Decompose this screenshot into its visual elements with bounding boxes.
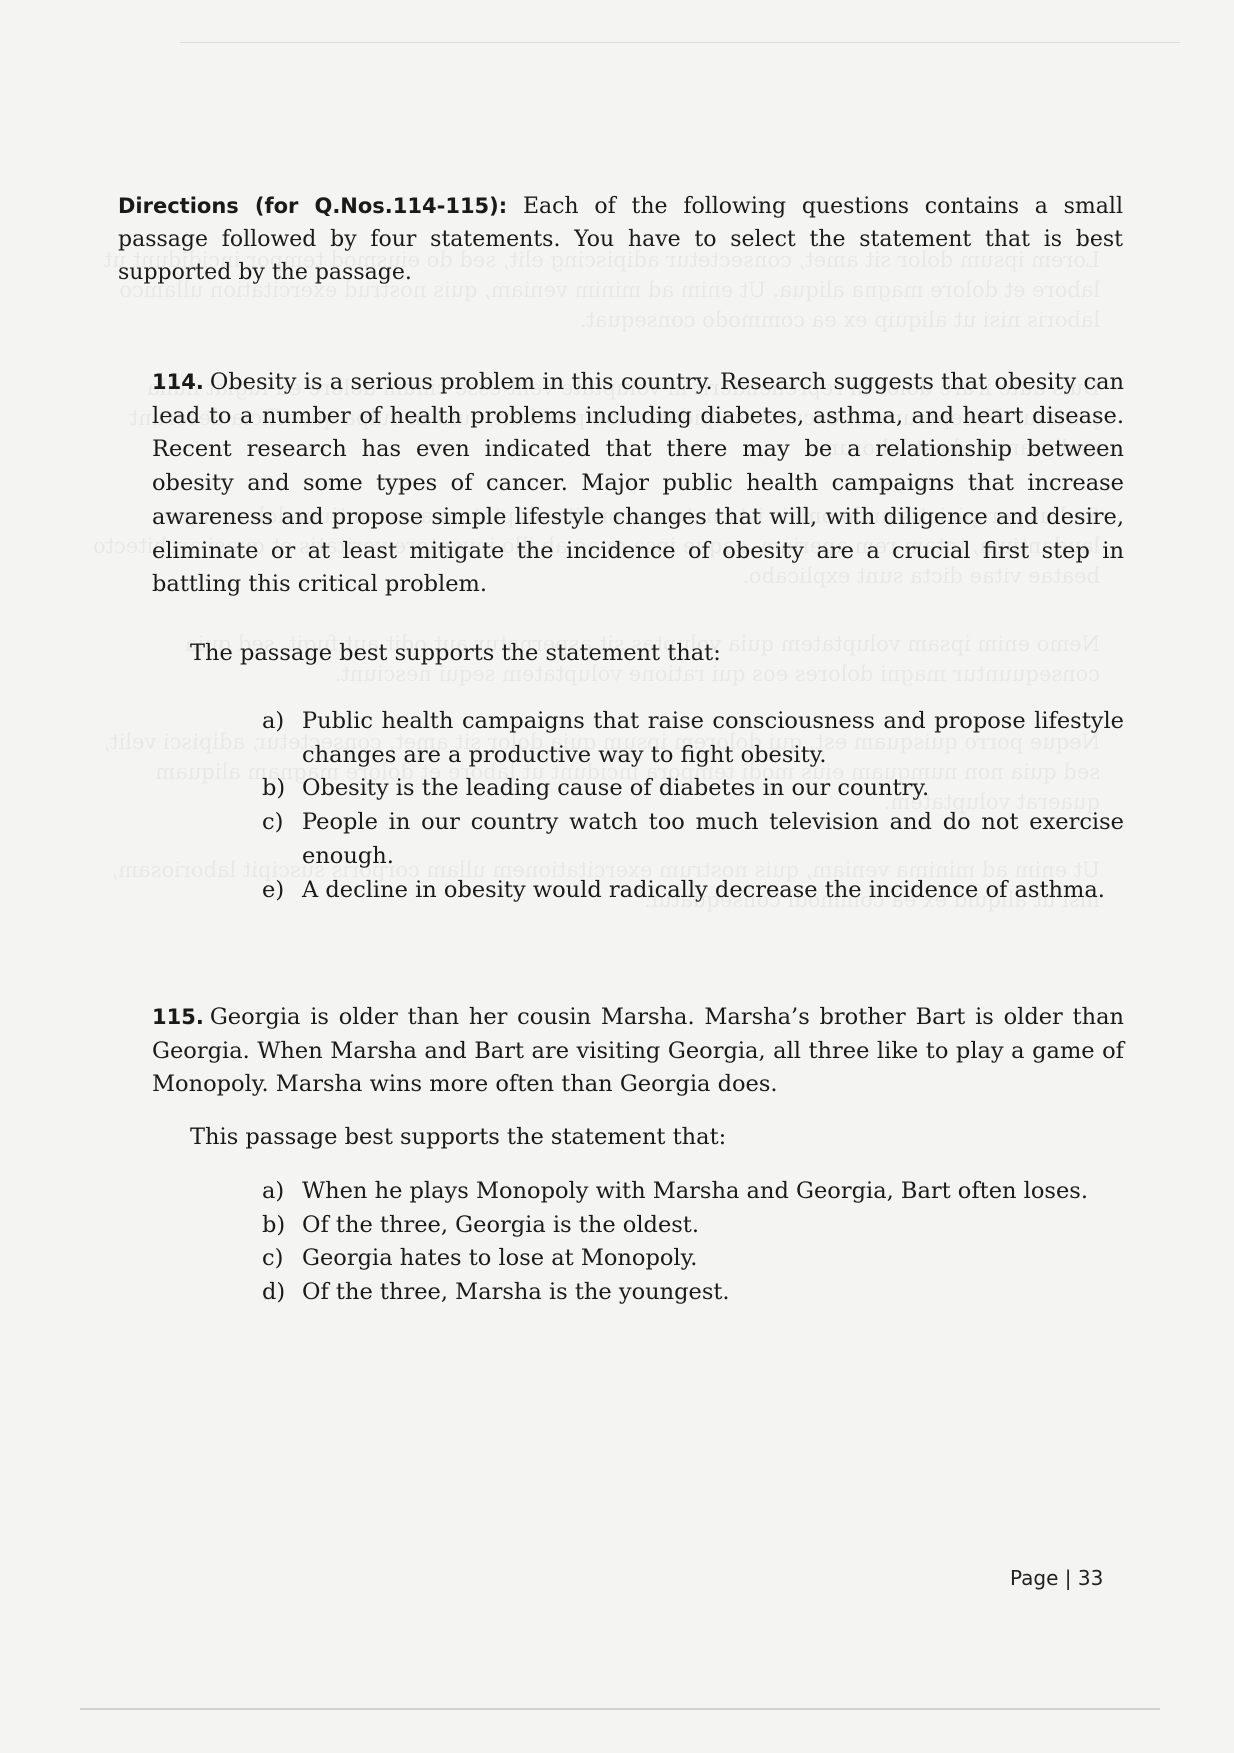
option-a[interactable] <box>262 1175 1124 1209</box>
options-list <box>262 705 1124 907</box>
option-c[interactable] <box>262 1242 1124 1276</box>
question-prompt: The passage best supports the statement that: <box>190 640 721 666</box>
directions <box>118 190 1123 289</box>
option-text: A decline in obesity would radically decrease the incidence of asthma. <box>302 876 1105 903</box>
option-c[interactable] <box>262 806 1124 873</box>
question-passage: Georgia is older than her cousin Marsha. Marsha’s brother Bart is older than Georgia. When Marsha and Bart are visiting Georgia, all three like to play a game of Monopoly. Marsha wins more often than Georgia does. <box>152 1004 1124 1098</box>
question-number: 115. <box>152 1005 204 1029</box>
option-text: Georgia hates to lose at Monopoly. <box>302 1245 698 1272</box>
directions-label: Directions (for Q.Nos.114-115): <box>118 194 508 218</box>
question-114 <box>152 366 1124 602</box>
option-letter: c) <box>262 809 284 836</box>
page-number: Page | 33 <box>1010 1566 1104 1590</box>
option-letter: e) <box>262 876 285 903</box>
option-b[interactable] <box>262 772 1124 806</box>
option-letter: b) <box>262 775 286 802</box>
option-letter: a) <box>262 1178 285 1204</box>
option-letter: b) <box>262 1211 286 1238</box>
question-prompt: This passage best supports the statement that: <box>190 1124 727 1150</box>
option-e[interactable] <box>262 874 1124 908</box>
question-passage: Obesity is a serious problem in this country. Research suggests that obesity can lead to a number of health problems including diabetes, asthma, and heart disease. Recent research has even indicated that there may be a relationship between obesity and some types of cancer. Major public health campaigns that increase awareness and propose simple lifestyle changes that will, with diligence and desire, eliminate or at least mitigate the incidence of obesity are a crucial first step in battling this critical problem. <box>152 369 1124 598</box>
question-number: 114. <box>152 370 204 394</box>
scan-edge-bottom <box>80 1708 1160 1710</box>
option-a[interactable] <box>262 705 1124 772</box>
options-list <box>262 1175 1124 1310</box>
option-d[interactable] <box>262 1276 1124 1310</box>
option-text: Of the three, Marsha is the youngest. <box>302 1279 730 1306</box>
option-b[interactable] <box>262 1209 1124 1243</box>
scan-edge-top <box>180 42 1180 43</box>
option-text: Public health campaigns that raise consciousness and propose lifestyle changes are a productive way to fight obesity. <box>302 708 1124 768</box>
question-115 <box>152 1001 1124 1102</box>
directions-text: Each of the following questions contains a small passage followed by four statements. You have to select the statement that is best supported by the passage. <box>118 194 1123 285</box>
option-letter: d) <box>262 1279 286 1306</box>
option-text: Of the three, Georgia is the oldest. <box>302 1211 700 1238</box>
option-text: People in our country watch too much television and do not exercise enough. <box>302 809 1124 869</box>
option-letter: a) <box>262 708 285 734</box>
option-letter: c) <box>262 1245 284 1272</box>
option-text: Obesity is the leading cause of diabetes in our country. <box>302 775 930 802</box>
option-text: When he plays Monopoly with Marsha and Georgia, Bart often loses. <box>302 1178 1088 1204</box>
